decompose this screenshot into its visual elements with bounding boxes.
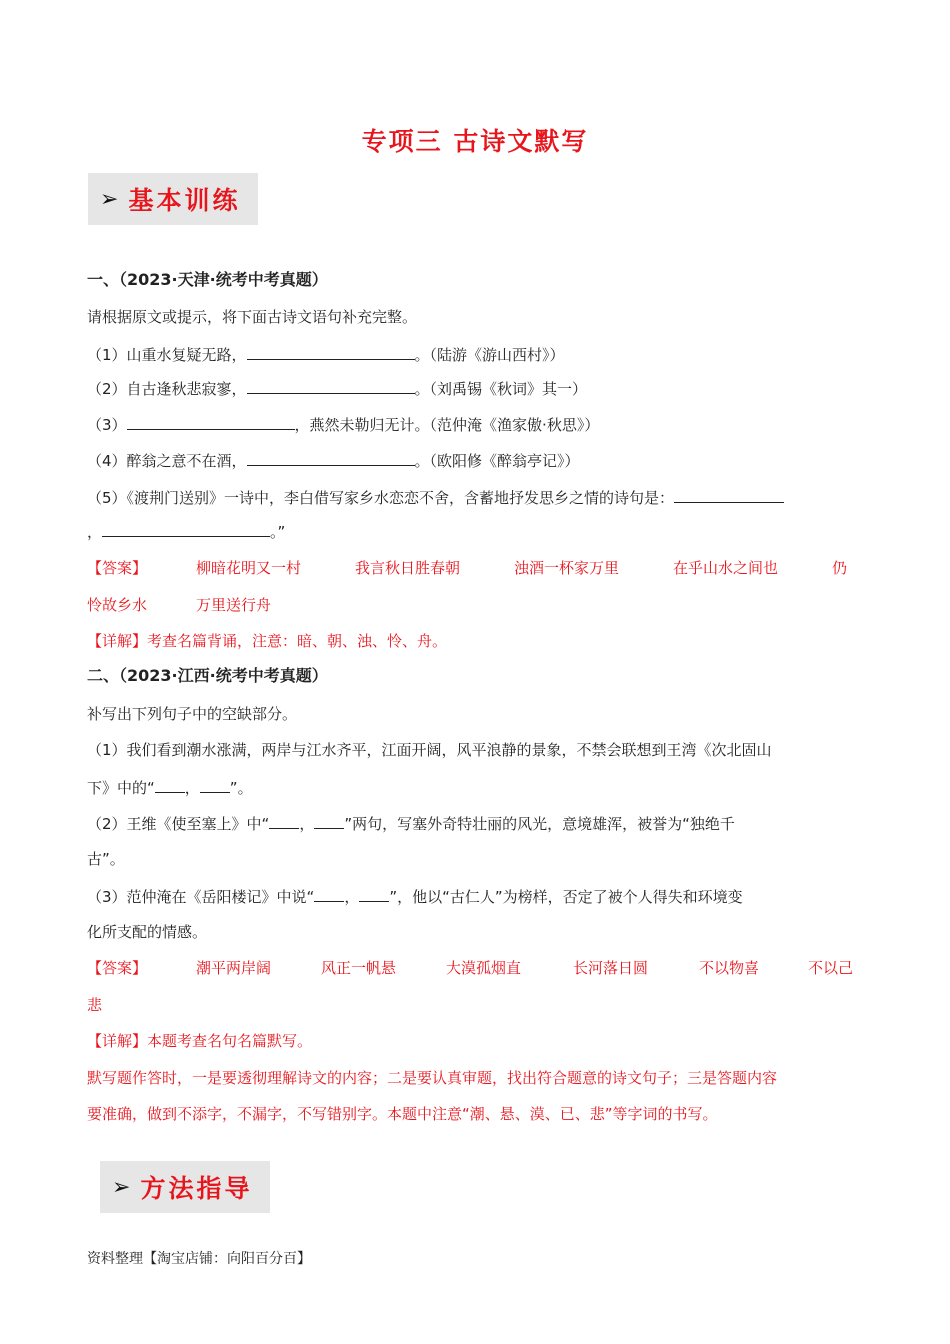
q1-item-5-text: （5）《渡荆门送别》一诗中，李白借写家乡水恋恋不舍，含蓄地抒发思乡之情的诗句是： [87,489,675,507]
q1-item-5-mid: ， [87,523,103,541]
answer-blank [102,520,270,537]
arrow-bullet-icon: ➢ [100,186,119,212]
section-title-basic: 基本训练 [128,186,241,215]
q2-answer-1: 潮平两岸阔 [196,959,272,977]
answer-blank [674,486,784,503]
q1-item-1-post: 。（陆游《游山西村》） [414,346,565,364]
q2-answer-5: 不以物喜 [699,959,760,977]
q2-answer-6a: 不以己 [808,959,854,977]
q1-answer-4: 在乎山水之间也 [673,559,779,577]
q1-answer-2: 我言秋日胜春朝 [355,559,461,577]
q1-explain: 【详解】考查名篇背诵，注意：暗、朝、浊、怜、舟。 [87,632,448,650]
q1-item-5-line2 [87,520,285,542]
q1-item-5-line1 [87,486,784,508]
q2-item-3-a2: ， [344,888,360,906]
q2-item-3-a3: ”，他以“古仁人”为榜样，否定了被个人得失和环境变 [389,888,743,906]
answer-blank [247,377,415,394]
answer-blank [127,413,295,430]
arrow-bullet-icon: ➢ [112,1174,131,1200]
section-title-method: 方法指导 [140,1174,253,1203]
q2-note-line1: 默写题作答时，一是要透彻理解诗文的内容；二是要认真审题，找出符合题意的诗文句子；三是答题内容 [87,1069,778,1087]
q1-answer-6: 万里送行舟 [196,596,272,614]
q1-instruction: 请根据原文或提示，将下面古诗文语句补充完整。 [87,308,418,326]
q1-item-3-post: ，燕然未勒归无计。（范仲淹《渔家傲·秋思》） [294,416,600,434]
q1-item-4-pre: （4）醉翁之意不在酒， [87,452,247,470]
q2-item-3-a1: （3）范仲淹在《岳阳楼记》中说“ [87,888,315,906]
answer-blank [269,812,299,829]
q1-item-3 [87,413,599,435]
q2-answer-6b: 悲 [87,996,103,1014]
q2-item-2-line1 [87,812,735,834]
q1-answer-5a: 仍 [832,559,848,577]
q2-note-line2: 要准确，做到不添字，不漏字，不写错别字。本题中注意“潮、悬、漠、已、悲”等字词的书写。 [87,1105,718,1123]
answer-blank [314,812,344,829]
q2-item-2-line2: 古”。 [87,850,125,868]
q2-answer-3: 大漠孤烟直 [446,959,522,977]
q2-item-1-line1: （1）我们看到潮水涨满，两岸与江水齐平，江面开阔，风平浪静的景象，不禁会联想到王湾《次北固山 [87,741,772,759]
q2-item-3-line2: 化所支配的情感。 [87,923,208,941]
q1-item-4-post: 。（欧阳修《醉翁亭记》） [414,452,580,470]
q2-item-3-line1 [87,885,743,907]
answer-blank [200,776,230,793]
answer-blank [155,776,185,793]
q1-item-4 [87,449,580,471]
q2-explain: 【详解】本题考查名句名篇默写。 [87,1032,313,1050]
section-banner-method [100,1161,270,1213]
q2-item-1-line2 [87,776,253,798]
q2-answer-label: 【答案】 [87,959,148,977]
footer-note: 资料整理【淘宝店铺：向阳百分百】 [87,1251,311,1267]
page-title: 专项三 古诗文默写 [361,127,589,156]
q1-item-5-end: 。” [270,523,286,541]
q1-item-2 [87,377,587,399]
q2-item-1-b3: ”。 [229,779,253,797]
q2-answer-2: 风正一帆悬 [321,959,397,977]
q1-item-2-post: 。（刘禹锡《秋词》其一） [414,380,588,398]
answer-blank [359,885,389,902]
q1-answer-label: 【答案】 [87,559,148,577]
q2-item-2-a3: ”两句，写塞外奇特壮丽的风光，意境雄浑，被誉为“独绝千 [344,815,735,833]
section-banner-basic [88,173,258,225]
q1-item-1 [87,343,565,365]
q1-item-3-pre: （3） [87,416,127,434]
q1-answer-3: 浊酒一杯家万里 [514,559,620,577]
q2-item-1-b1: 下》中的“ [87,779,155,797]
q1-heading: 一、（2023·天津·统考中考真题） [87,270,328,289]
q2-item-2-a2: ， [299,815,315,833]
q1-item-2-pre: （2）自古逢秋悲寂寥， [87,380,247,398]
q1-answer-5b: 怜故乡水 [87,596,148,614]
answer-blank [247,449,415,466]
answer-blank [314,885,344,902]
q2-item-1-b2: ， [184,779,200,797]
q2-item-2-a1: （2）王维《使至塞上》中“ [87,815,270,833]
q2-answer-4: 长河落日圆 [573,959,649,977]
q2-instruction: 补写出下列句子中的空缺部分。 [87,705,298,723]
answer-blank [247,343,415,360]
q2-heading: 二、（2023·江西·统考中考真题） [87,666,328,685]
q1-item-1-pre: （1）山重水复疑无路， [87,346,247,364]
q1-answer-1: 柳暗花明又一村 [196,559,302,577]
